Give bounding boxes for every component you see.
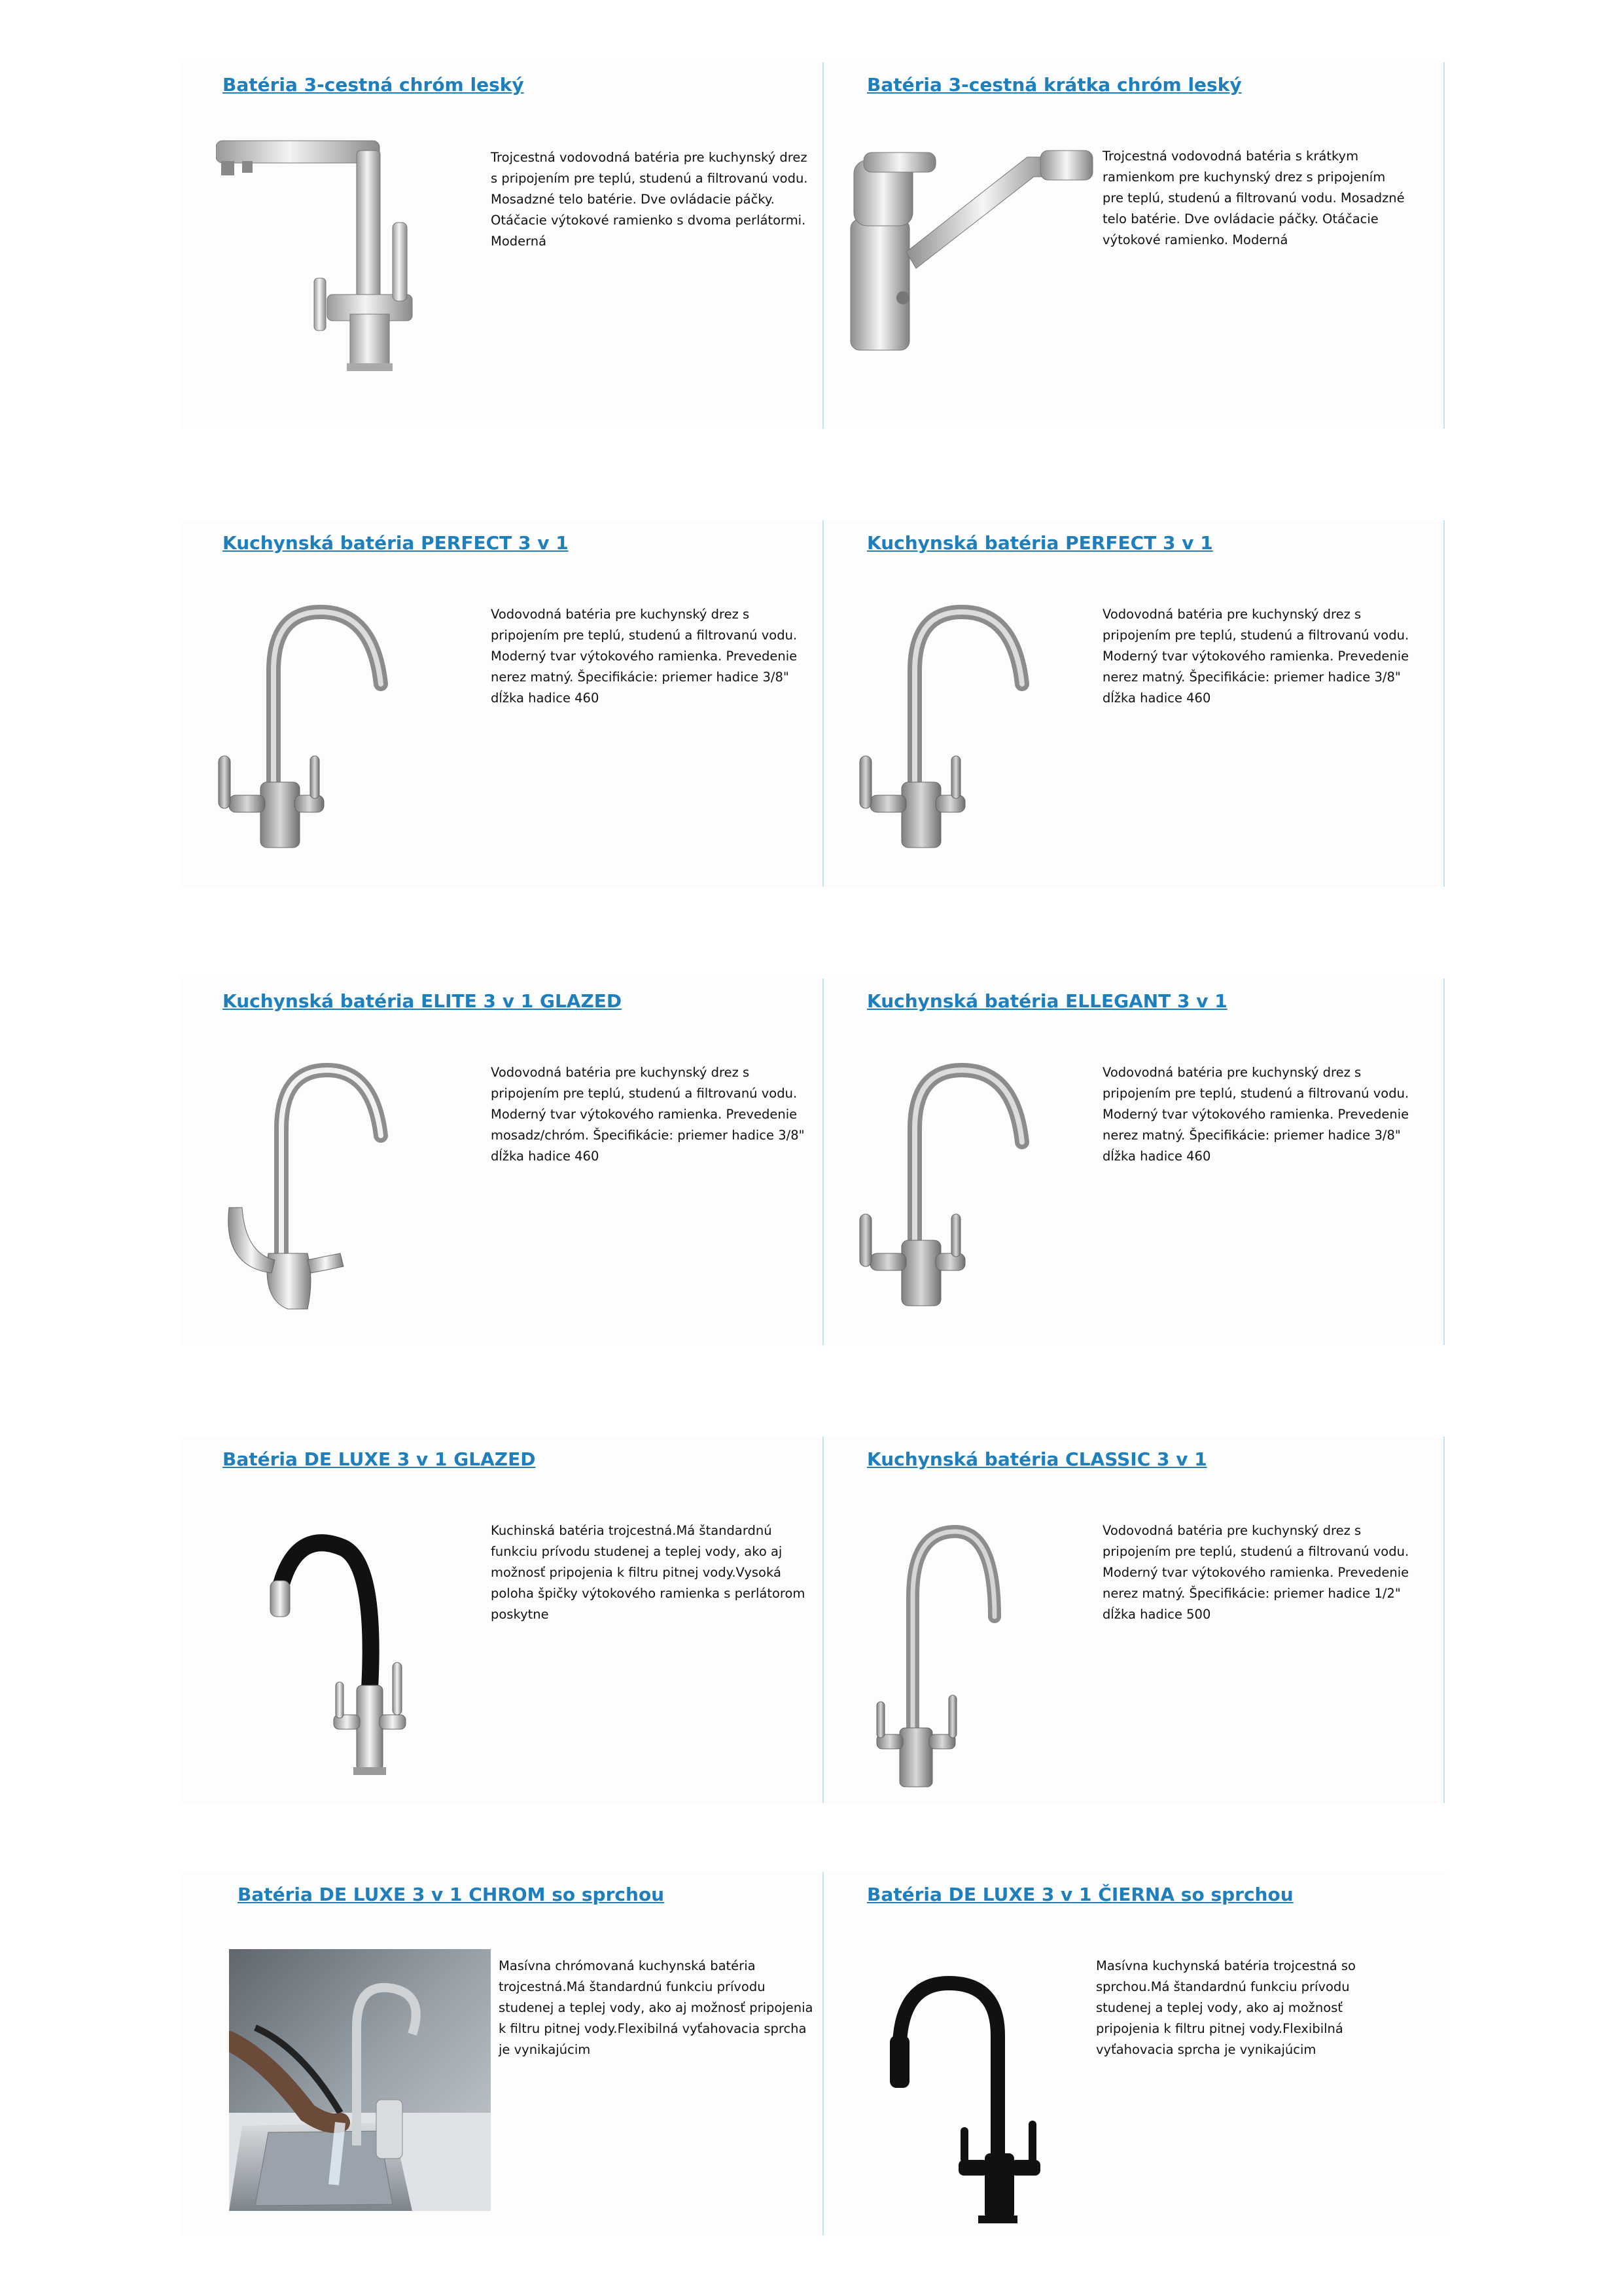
faucet-image: [245, 1518, 442, 1780]
product-description: Masívna kuchynská batéria trojcestná so sprchou.Má štandardnú funkciu prívodu studenej a teplej vody, ako aj možnosť pripojenia k filtru pitnej vody.Flexibilná vyťahovacia sprcha je vynikajúcim: [1096, 1958, 1356, 2057]
product-card: [180, 1437, 805, 1803]
product-description: Masívna chrómovaná kuchynská batéria trojcestná.Má štandardnú funkciu prívodu studenej a teplej vody, ako aj možnosť pripojenia k filtru pitnej vody.Flexibilná vyťahovacia sprcha je vynikajúcim: [499, 1958, 813, 2057]
product-row: [180, 1872, 1446, 2235]
product-description: Kuchinská batéria trojcestná.Má štandardnú funkciu prívodu studenej a teplej vody, ako aj možnosť pripojenia k filtru pitnej vody.Vysoká poloha špičky výtokového ramienka s perlátorom poskytne: [491, 1523, 805, 1622]
product-card: [180, 1872, 813, 2238]
column-divider: [822, 520, 824, 887]
product-description: Vodovodná batéria pre kuchynský drez s pripojením pre teplú, studenú a filtrovanú vodu. Moderný tvar výtokového ramienka. Prevedenie nerez matný. Špecifikácie: priemer hadice 3/8" dĺžka hadice 460: [491, 607, 798, 706]
product-title-link[interactable]: Batéria DE LUXE 3 v 1 CHROM so sprchou: [238, 1884, 665, 1905]
product-title-link[interactable]: Batéria 3-cestná krátka chróm leský: [867, 74, 1242, 96]
product-card: [824, 1872, 1446, 2238]
faucet-photo: [229, 1949, 491, 2211]
product-card: [180, 978, 805, 1345]
product-row: [180, 1437, 1446, 1803]
product-description: Vodovodná batéria pre kuchynský drez s pripojením pre teplú, studenú a filtrovanú vodu. Moderný tvar výtokového ramienka. Prevedenie mosadz/chróm. Špecifikácie: priemer hadice 3/8" dĺžka hadice 460: [491, 1065, 805, 1164]
product-title-link[interactable]: Batéria 3-cestná chróm leský: [222, 74, 524, 96]
faucet-image: [857, 1964, 1067, 2225]
product-description: Vodovodná batéria pre kuchynský drez s pripojením pre teplú, studenú a filtrovanú vodu. Moderný tvar výtokového ramienka. Prevedenie nerez matný. Špecifikácie: priemer hadice 3/8" dĺžka hadice 460: [1103, 607, 1409, 706]
faucet-image: [209, 1057, 406, 1319]
product-card: [824, 520, 1446, 887]
faucet-image: [851, 1518, 1047, 1793]
product-row: [180, 520, 1446, 887]
product-description: Vodovodná batéria pre kuchynský drez s pripojením pre teplú, studenú a filtrovanú vodu. Moderný tvar výtokového ramienka. Prevedenie nerez matný. Špecifikácie: priemer hadice 1/2" dĺžka hadice 500: [1103, 1523, 1409, 1622]
product-title-link[interactable]: Batéria DE LUXE 3 v 1 GLAZED: [222, 1448, 536, 1470]
product-description: Trojcestná vodovodná batéria s krátkym ramienkom pre kuchynský drez s pripojením pre teplú, studenú a filtrovanú vodu. Mosadzné telo batérie. Dve ovládacie páčky. Otáčacie výtokové ramienko. Moderná: [1103, 149, 1405, 247]
faucet-image: [844, 141, 1099, 357]
faucet-image: [851, 599, 1047, 861]
product-title-link[interactable]: Kuchynská batéria CLASSIC 3 v 1: [867, 1448, 1207, 1470]
product-row: [180, 978, 1446, 1345]
column-divider: [822, 978, 824, 1345]
column-divider: [822, 1872, 824, 2235]
product-card: [180, 520, 802, 887]
product-card: [824, 62, 1446, 429]
faucet-image: [216, 137, 432, 373]
product-title-link[interactable]: Kuchynská batéria ELITE 3 v 1 GLAZED: [222, 990, 622, 1012]
product-title-link[interactable]: Batéria DE LUXE 3 v 1 ČIERNA so sprchou: [867, 1884, 1294, 1905]
product-title-link[interactable]: Kuchynská batéria PERFECT 3 v 1: [867, 532, 1213, 554]
product-title-link[interactable]: Kuchynská batéria PERFECT 3 v 1: [222, 532, 569, 554]
product-row: [180, 62, 1446, 429]
product-card: [824, 1437, 1446, 1803]
column-divider: [822, 1437, 824, 1803]
faucet-image: [851, 1057, 1047, 1319]
product-title-link[interactable]: Kuchynská batéria ELLEGANT 3 v 1: [867, 990, 1227, 1012]
product-card: [180, 62, 808, 429]
product-description: Trojcestná vodovodná batéria pre kuchynský drez s pripojením pre teplú, studenú a filtrovanú vodu. Mosadzné telo batérie. Dve ovládacie páčky. Otáčacie výtokové ramienko s dvoma perlátormi. Moderná: [491, 150, 808, 249]
faucet-image: [209, 599, 406, 861]
product-description: Vodovodná batéria pre kuchynský drez s pripojením pre teplú, studenú a filtrovanú vodu. Moderný tvar výtokového ramienka. Prevedenie nerez matný. Špecifikácie: priemer hadice 3/8" dĺžka hadice 460: [1103, 1065, 1409, 1164]
product-card: [824, 978, 1446, 1345]
column-divider: [822, 62, 824, 429]
